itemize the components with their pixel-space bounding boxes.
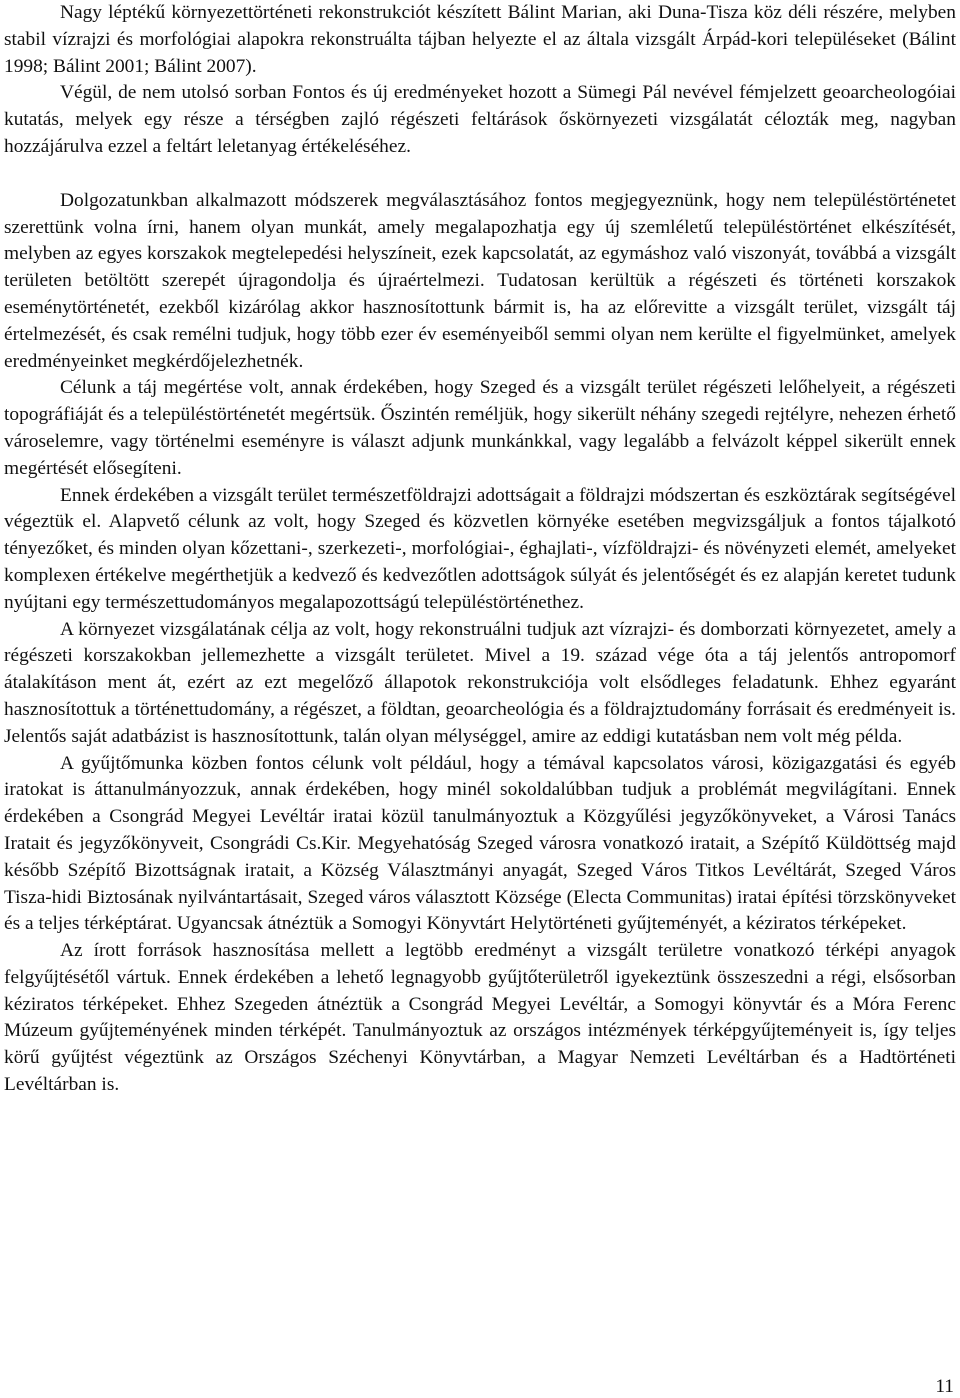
paragraph-8: Az írott források hasznosítása mellett a legtöbb eredményt a vizsgált területre vonatkozó térképi anyagok felgyűjtésétől vártuk. Ennek érdekében a lehető legnagyobb gyűjtőterületről igyekeztünk összeszedni a régi, elsősorban kéziratos térképeket. Ehhez Szegeden átnéztük a Csongrád Megyei Levéltár, a Somogyi könyvtár és a Móra Ferenc Múzeum gyűjteményének minden térképét. Tanulmányoztuk az országos intézmények térképgyűjteményeit is, így teljes körű gyűjtést végeztünk az Országos Széchenyi Könyvtárban, a Magyar Nemzeti Levéltárban és a Hadtörténeti Levéltárban is.	[4, 940, 956, 1096]
paragraph-4: Célunk a táj megértése volt, annak érdekében, hogy Szeged és a vizsgált terület régészeti lelőhelyeit, a régészeti topográfiáját és a településtörténetét megértsük. Őszintén reméljük, hogy sikerült néhány szegedi rejtélyre, nehezen érhető városelemre, vagy történelmi eseményre is választ adjunk munkánkkal, vagy legalább a felvázolt képpel sikerült ennek megértését elősegíteni.	[4, 377, 956, 479]
paragraph-5: Ennek érdekében a vizsgált terület természetföldrajzi adottságait a földrajzi módszertan és eszköztárak segítségével végeztük el. Alapvető célunk az volt, hogy Szeged és közvetlen környéke esetében megvizsgáljuk a fontos tájalkotó tényezőket, és minden olyan kőzettani-, szerkezeti-, morfológiai-, éghajlati-, vízföldrajzi- és növényzeti elemét, amelyeket komplexen értékelve megérthetjük a kedvező és kedvezőtlen adottságok súlyát és jelentőségét és ez alapján keretet tudunk nyújtani egy természettudományos megalapozottságú településtörténethez.	[4, 484, 956, 613]
page-number: 11	[935, 1376, 954, 1397]
paragraph-2: Végül, de nem utolsó sorban Fontos és új eredményeket hozott a Sümegi Pál nevével fémjelzett geoarcheologóiai kutatás, melyek egy része a térségben zajló régészeti feltárások őskörnyezeti vizsgálatát célozták meg, nagyban hozzájárulva ezzel a feltárt leletanyag értékeléséhez.	[4, 82, 956, 157]
paragraph-6: A környezet vizsgálatának célja az volt, hogy rekonstruálni tudjuk azt vízrajzi- és domborzati környezetet, amely a régészeti korszakokban jellemezhette a vizsgált területet. Mivel a 19. század vége óta a táj jelentős antropomorf átalakításon ment át, ezért az ezt megelőző állapotok rekonstrukciója volt elsődleges feladatunk. Ehhez egyaránt hasznosítottuk a történettudomány, a régészet, a földtan, geoarcheológia és a földrajztudomány forrásait és eredményeit is. Jelentős saját adatbázist is hasznosítottunk, talán olyan mélységgel, amire az eddigi kutatásban nem volt még példa.	[4, 618, 956, 747]
paragraph-7: A gyűjtőmunka közben fontos célunk volt például, hogy a témával kapcsolatos városi, közigazgatási és egyéb iratokat is áttanulmányozzuk, annak érdekében, hogy minél sokoldalúbban tudjuk a problémát megvilágítani. Ennek érdekében a Csongrád Megyei Levéltár iratai közül tanulmányoztuk a Közgyűlési jegyzőkönyveket, a Városi Tanács Iratait és jegyzőkönyveit, Csongrádi Cs.Kir. Megyehatóság Szeged városra vonatkozó iratait, a Szépítő Küldöttség majd később Szépítő Bizottságnak iratait, a Község Választmányi anyagát, Szeged Város Titkos Levéltárát, Szeged Város Tisza-hidi Biztosának nyilvántartásait, Szeged város választott Községe (Electa Communitas) iratai építési törzskönyveket és a teljes térképtárat. Ugyancsak átnéztük a Somogyi Könyvtárt Helytörténeti gyűjteményét, a kéziratos térképeket.	[4, 752, 956, 935]
document-page	[4, 0, 956, 1099]
paragraph-1: Nagy léptékű környezettörténeti rekonstrukciót készített Bálint Marian, aki Duna-Tisza köz déli részére, melyben stabil vízrajzi és morfológiai alapokra rekonstruálta tájban helyezte el az általa vizsgált Árpád-kori településeket (Bálint 1998; Bálint 2001; Bálint 2007).	[4, 2, 956, 77]
paragraph-3: Dolgozatunkban alkalmazott módszerek megválasztásához fontos megjegyeznünk, hogy nem településtörténetet szerettünk volna írni, hanem olyan munkát, amely megalapozhatja egy új szemléletű településtörténet elkészítését, melyben az egyes korszakok megtelepedési helyszíneit, ezek kapcsolatát, az egymáshoz való viszonyát, továbbá a vizsgált területen betöltött szerepét újragondolja és újraértelmezi. Tudatosan kerültük a régészeti és történeti korszakok eseménytörténetét, ezekből kizárólag akkor hasznosítottunk bármit is, ha az előrevitte a vizsgált terület, vizsgált táj értelmezését, és csak remélni tudjuk, hogy több ezer év eseményeiből semmi olyan nem kerülte el figyelmünket, amelyek eredményeinket megkérdőjelezhetnék.	[4, 189, 956, 372]
